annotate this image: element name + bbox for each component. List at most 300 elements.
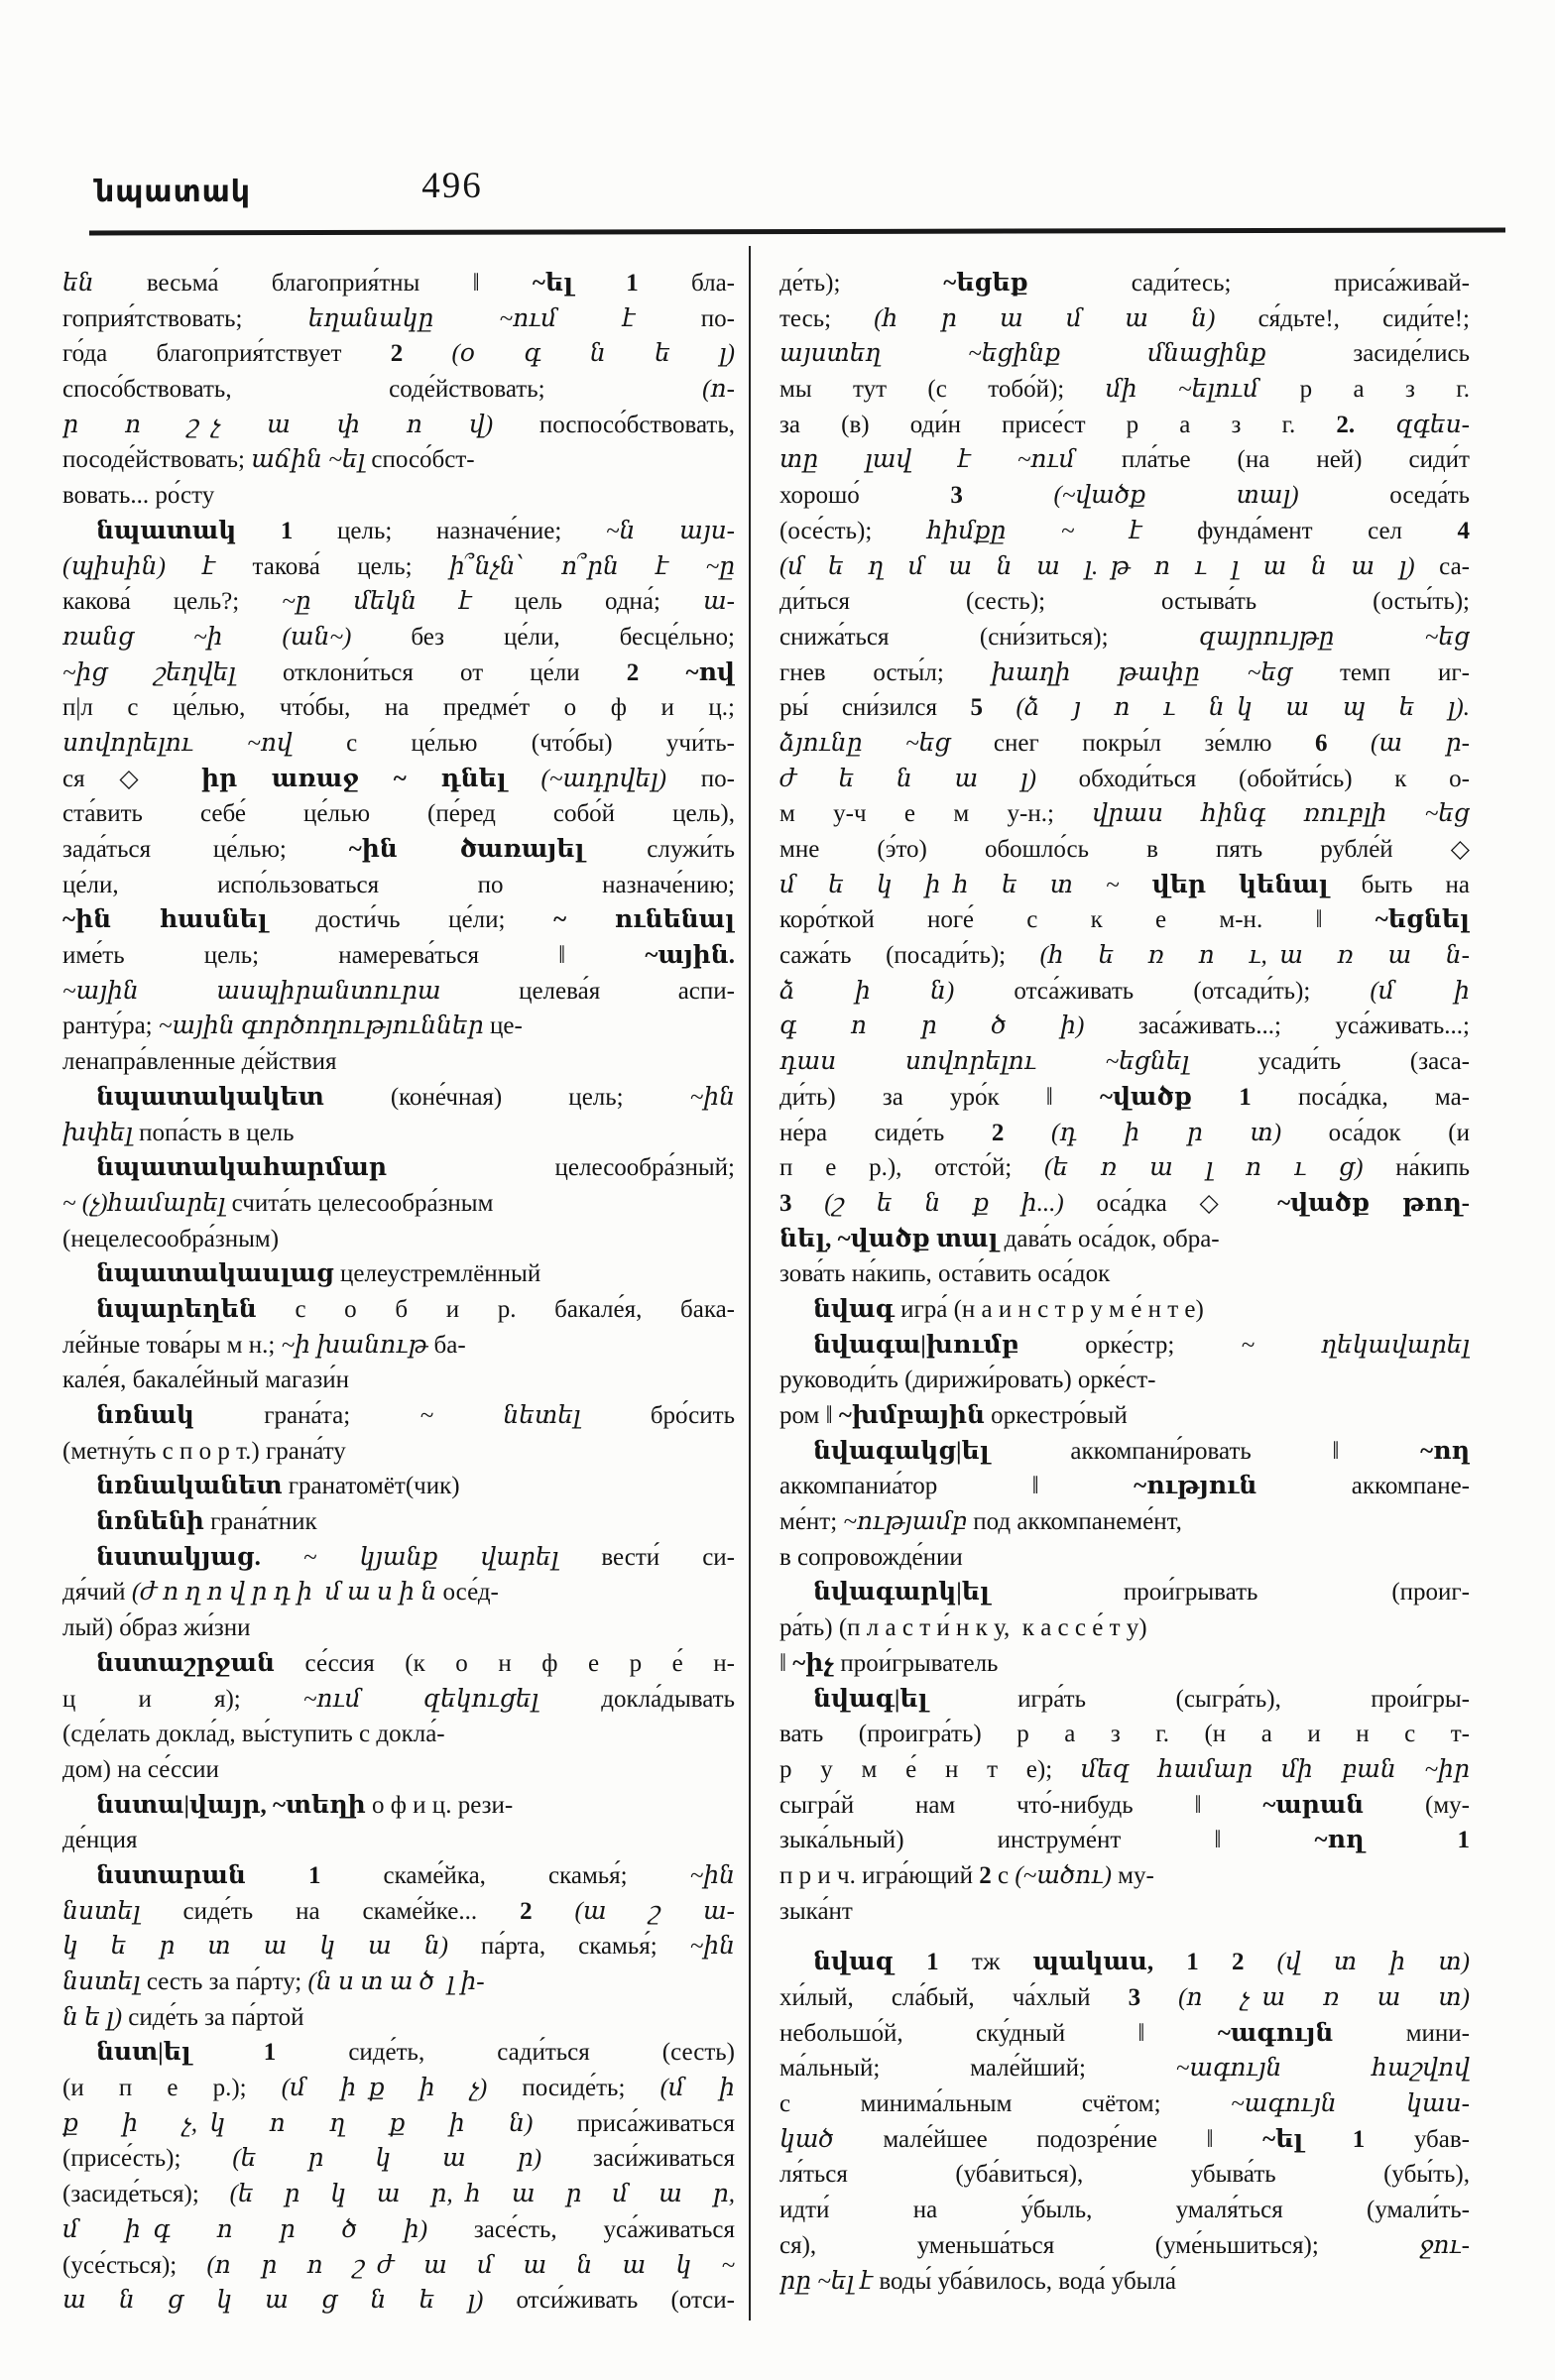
text-line — [62, 726, 735, 762]
russian-text: сесть за па́рту; — [140, 1968, 308, 1995]
text-line — [62, 796, 735, 832]
text-line — [779, 1858, 1470, 1894]
text-line — [779, 620, 1470, 655]
text-line — [779, 1363, 1470, 1398]
text-line — [62, 1682, 735, 1718]
text-line — [779, 2228, 1470, 2264]
armenian-example-text: կած — [779, 2125, 834, 2153]
russian-text: аккомпане- — [1351, 1473, 1470, 1500]
headword-text: նվագ|ել — [813, 1685, 1018, 1713]
armenian-example-text: (հ ր ա մ ա ն) — [874, 304, 1216, 332]
russian-text: па́рта, скамья́; — [447, 1933, 690, 1961]
text-line — [62, 1823, 735, 1858]
text-line — [779, 974, 1470, 1010]
russian-text: вовать... ро́сту — [62, 482, 215, 510]
armenian-example-text: զայրույթը ~եց — [1198, 623, 1470, 651]
armenian-example-text: ն ե լ) — [62, 2003, 123, 2031]
armenian-example-text: (մ ի ք ի չ) — [281, 2075, 488, 2102]
armenian-example-text: (ո ր ո շ ժ ա մ ա ն ա կ ~ — [206, 2251, 735, 2279]
armenian-example-text: (~վածք տալ) — [1053, 482, 1299, 510]
text-line — [779, 1752, 1470, 1788]
armenian-example-text: ~ ղեկավարել — [1241, 1331, 1470, 1359]
text-line — [779, 1044, 1470, 1080]
russian-text: грана́тник — [210, 1508, 317, 1536]
armenian-example-text: ~ային գործողություններ — [158, 1012, 484, 1040]
russian-text: тесь; — [779, 304, 875, 332]
armenian-example-text: (շ ե ն ք ի...) — [824, 1189, 1064, 1217]
russian-text: снижа́ться (сни́зиться); — [779, 623, 1199, 651]
russian-text: гоприя́тствовать; — [62, 304, 308, 332]
text-line — [62, 1540, 735, 1576]
text-line — [62, 938, 735, 974]
headword-text: 2 ~ով — [626, 658, 735, 686]
armenian-example-text: մի ~ելում — [1105, 376, 1259, 404]
headword-text: ~ել 1 — [532, 270, 639, 297]
text-line — [779, 2016, 1470, 2052]
armenian-example-text: ~ նետել — [419, 1402, 581, 1429]
russian-text: гранатомёт(чик) — [288, 1473, 460, 1500]
russian-text: р а з г. — [1258, 376, 1470, 404]
armenian-example-text: (ժ ո ղ ո վ ր դ ի մ ա ս ի ն — [131, 1579, 437, 1606]
text-line — [62, 1788, 735, 1824]
text-line — [779, 2264, 1470, 2300]
headword-text: ~եցնել — [1375, 906, 1470, 934]
russian-text: прои́грывать (проиг- — [1123, 1579, 1470, 1606]
text-line — [779, 655, 1470, 691]
text-line — [62, 2248, 735, 2284]
right-column — [779, 266, 1470, 2299]
text-line — [62, 1150, 735, 1186]
russian-text: ранту́ра; — [62, 1012, 159, 1040]
russian-text: сажа́ть (посади́ть); — [779, 942, 1040, 970]
headword-text: վեր կենալ — [1151, 871, 1362, 898]
russian-text: целеустремлённый — [340, 1260, 541, 1288]
russian-text: вать (проигра́ть) р а з г. (н а и н с т- — [779, 1721, 1470, 1748]
russian-text: засе́сть, уса́живаться — [427, 2215, 735, 2243]
russian-text: ди́ть) за уро́к ‖ — [779, 1083, 1100, 1111]
russian-text: (осе́сть); — [779, 517, 927, 544]
armenian-example-text: վրաս հինգ ռուբլի ~եց — [1092, 800, 1470, 828]
text-line — [62, 974, 735, 1010]
text-line — [779, 1823, 1470, 1858]
text-line — [779, 1009, 1470, 1044]
headword-text: ~ագույն — [1217, 2019, 1406, 2047]
headword-text: նվագա|խումբ — [813, 1331, 1086, 1359]
russian-text: под аккомпанеме́нт, — [967, 1508, 1182, 1536]
russian-text: с це́лью (что́бы) учи́ть- — [292, 729, 735, 757]
text-line — [62, 408, 735, 443]
russian-text: (сде́лать докла́д, вы́ступить с докла́- — [62, 1721, 445, 1748]
russian-text: отса́живать (отсади́ть); — [954, 977, 1371, 1005]
russian-text: ся ◇ — [62, 765, 201, 792]
text-line — [62, 2071, 735, 2106]
russian-text: са- — [1414, 552, 1470, 580]
text-line — [779, 478, 1470, 514]
russian-text: сыгра́й нам что́-нибудь ‖ — [779, 1791, 1263, 1819]
russian-text: ся́дьте!, сиди́те!; — [1215, 304, 1470, 332]
headword-text: ~եցեք — [943, 270, 1132, 297]
headword-text: նռնենի — [96, 1508, 211, 1536]
russian-text: осе́д- — [436, 1579, 499, 1606]
armenian-example-text: (օ գ ն ե լ) — [403, 340, 735, 368]
text-line — [779, 301, 1470, 337]
armenian-example-text: նստել — [62, 1968, 141, 1995]
armenian-example-text: (ձ յ ո ւ ն կ ա պ ե լ). — [1016, 694, 1470, 722]
text-line — [62, 2000, 735, 2036]
text-line — [779, 1328, 1470, 1364]
armenian-example-text: (ն ս տ ա ծ լ ի- — [307, 1968, 485, 1995]
armenian-example-text: նստել — [62, 1897, 141, 1925]
armenian-example-text: ~ում զեկուցել — [302, 1685, 539, 1713]
armenian-example-text: (հ ե ռ ո ւ, ա ռ ա ն- — [1039, 942, 1470, 970]
headword-text: նռնականետ — [96, 1473, 289, 1500]
russian-text: це́ли, испо́льзоваться по назначе́нию; — [62, 871, 735, 898]
running-headword: նպատակ — [95, 175, 252, 209]
text-line — [62, 1398, 735, 1434]
text-line — [62, 1044, 735, 1080]
russian-text: зыка́льный) инструме́нт ‖ — [779, 1827, 1315, 1854]
russian-text: о ф и ц. рези- — [371, 1791, 514, 1819]
armenian-example-text: (~ածու) — [1015, 1861, 1112, 1889]
russian-text: (му- — [1425, 1791, 1470, 1819]
russian-text: мале́йшее подозре́ние ‖ — [833, 2125, 1263, 2153]
text-line — [779, 1434, 1470, 1470]
text-line — [62, 2035, 735, 2071]
armenian-example-text: ~ն այս- — [606, 517, 735, 544]
text-line — [779, 1894, 1470, 1930]
russian-text: ‖ — [779, 1649, 793, 1677]
text-line — [779, 514, 1470, 549]
text-line — [62, 1964, 735, 2000]
armenian-example-text: ձյունը ~եց — [779, 729, 951, 757]
text-line — [779, 1150, 1470, 1186]
text-line — [62, 1434, 735, 1470]
text-line — [62, 442, 735, 478]
russian-text: дом) на се́ссии — [62, 1755, 219, 1783]
russian-text: (и п е р.); — [62, 2075, 282, 2102]
russian-text: оса́дка ◇ — [1063, 1189, 1278, 1217]
armenian-example-text: աճին ~ել — [251, 446, 366, 474]
armenian-example-text: ~ին — [689, 1861, 735, 1889]
text-line — [779, 442, 1470, 478]
armenian-example-text: խաղի թափը ~եց — [991, 658, 1293, 686]
text-line — [62, 1116, 735, 1151]
headword-text: ~վածք 1 — [1099, 1083, 1298, 1111]
russian-text: п р и ч. игра́ющий — [779, 1861, 980, 1889]
russian-text: (засиде́ться); — [62, 2181, 230, 2208]
russian-text: идти́ на у́быль, умаля́ться (умали́ть- — [779, 2197, 1470, 2224]
russian-text: зада́ться це́лью; — [62, 836, 349, 863]
armenian-example-text: ջու- — [1419, 2231, 1470, 2259]
headword-text: նվագակց|ել — [813, 1437, 1071, 1465]
headword-text: նստ|ել 1 — [96, 2039, 349, 2067]
armenian-example-text: (պիսին) է — [62, 552, 216, 580]
text-line — [62, 549, 735, 585]
text-line — [779, 1646, 1470, 1682]
armenian-example-text: ~ի խանութ — [281, 1331, 428, 1359]
russian-text: какова́ цель?; — [62, 588, 283, 616]
headword-text: 2 — [979, 1861, 998, 1889]
russian-text: на́кипь — [1363, 1154, 1470, 1182]
russian-text: р у м е́ н т е); — [779, 1755, 1081, 1783]
text-line — [779, 902, 1470, 938]
russian-text: ры́ сни́зился — [779, 694, 971, 722]
armenian-example-text: ~ագույն կաս- — [1231, 2090, 1470, 2118]
russian-text: целесообра́зный; — [554, 1154, 735, 1182]
text-line — [779, 2086, 1470, 2122]
headword-text: 2 — [520, 1897, 533, 1925]
armenian-example-text: (~ադրվել) — [540, 765, 666, 792]
headword-text: նել, ~վածք տալ — [779, 1225, 1005, 1252]
armenian-example-text: խփել — [62, 1119, 133, 1146]
text-line — [62, 1646, 735, 1682]
text-line — [779, 1292, 1470, 1328]
russian-text: снег покры́л зе́млю — [950, 729, 1315, 757]
text-line — [779, 584, 1470, 620]
russian-text: цель одна́; — [471, 588, 703, 616]
text-line — [62, 1469, 735, 1504]
text-line — [62, 1504, 735, 1540]
russian-text: ста́вить себе́ це́лью (пе́ред собо́й цель), — [62, 800, 735, 828]
text-line — [779, 1398, 1470, 1434]
russian-text: весьма́ благоприя́тны ‖ — [146, 270, 533, 297]
russian-text: оседа́ть — [1298, 482, 1470, 510]
text-line — [62, 1363, 735, 1398]
russian-text: се́ссия (к о н ф е р е́ н- — [304, 1649, 735, 1677]
armenian-example-text: մ ի գ ո ր ծ ի) — [62, 2215, 428, 2243]
text-line — [62, 1328, 735, 1364]
text-line — [62, 1186, 735, 1222]
russian-text: темп иг- — [1292, 658, 1470, 686]
text-line — [62, 1894, 735, 1930]
russian-text: (нецелесообра́зным) — [62, 1225, 280, 1252]
text-line — [62, 1717, 735, 1752]
russian-text: с — [998, 1861, 1016, 1889]
text-line — [779, 2051, 1470, 2086]
armenian-example-text: ~ը մեկն է — [282, 588, 472, 616]
russian-text: по- — [635, 304, 735, 332]
russian-text: орке́стр; — [1085, 1331, 1242, 1359]
text-line — [62, 762, 735, 797]
armenian-example-text: ~ին — [689, 1083, 735, 1111]
russian-text: скаме́йка, скамья́; — [383, 1861, 690, 1889]
armenian-example-text: (ո չ ա ռ ա տ) — [1178, 1984, 1470, 2011]
russian-text: аккомпани́ровать ‖ — [1070, 1437, 1421, 1465]
armenian-example-text: դաս սովորելու ~եցնել — [779, 1048, 1190, 1076]
left-column — [62, 266, 735, 2319]
russian-text: кале́я, бакале́йный магази́н — [62, 1367, 350, 1394]
headword-text: նվազ 1 — [813, 1949, 972, 1976]
text-line — [62, 2141, 735, 2177]
text-line — [62, 902, 735, 938]
headword-text: ~ություն — [1134, 1473, 1352, 1500]
text-line — [779, 549, 1470, 585]
russian-text: (коне́чная) цель; — [390, 1083, 690, 1111]
armenian-example-text: (մ ի — [1370, 977, 1470, 1005]
russian-text: го́да благоприя́тствует — [62, 340, 391, 368]
headword-text: ~ին ծառայել — [348, 836, 648, 863]
headword-text: նպատակասլաց — [96, 1260, 341, 1288]
text-line — [779, 868, 1470, 903]
russian-text: небольшо́й, ску́дный ‖ — [779, 2019, 1218, 2047]
russian-text: игра́ (н а и н с т р у м е́ н т е) — [900, 1295, 1204, 1323]
russian-text: бро́сить — [580, 1402, 735, 1429]
text-line — [779, 1116, 1470, 1151]
russian-text: вести́ си- — [558, 1543, 735, 1571]
armenian-example-text: ~ից շեղվել — [62, 658, 236, 686]
russian-text: сиде́ть, сади́ться (сесть) — [348, 2039, 735, 2067]
russian-text: отси́живать (отси- — [483, 2287, 735, 2315]
russian-text: хи́лый, сла́бый, ча́хлый — [779, 1984, 1129, 2011]
russian-text: с о б и р. бакале́я, бака- — [295, 1295, 735, 1323]
text-line — [62, 514, 735, 549]
armenian-example-text: (ո- — [702, 376, 735, 404]
text-line — [62, 478, 735, 514]
russian-text: лый) о́браз жи́зни — [62, 1614, 251, 1642]
text-line — [62, 1222, 735, 1257]
russian-text: му- — [1111, 1861, 1154, 1889]
armenian-example-text: ~ (չ)համարել — [62, 1189, 226, 1217]
text-line — [62, 620, 735, 655]
russian-text: без це́ли, бесце́льно; — [351, 623, 735, 651]
text-line — [779, 1788, 1470, 1824]
text-line — [779, 1186, 1470, 1222]
headword-text: նստարան 1 — [96, 1861, 384, 1889]
text-line — [62, 1929, 735, 1964]
text-line — [779, 1469, 1470, 1504]
headword-text: նպատակ 1 — [96, 517, 338, 544]
text-line — [62, 301, 735, 337]
armenian-example-text: (ա շ ա- — [532, 1897, 735, 1925]
text-line — [62, 1752, 735, 1788]
text-line — [779, 1682, 1470, 1718]
russian-text: в сопровожде́нии — [779, 1543, 963, 1571]
headword-text: նվագ — [813, 1295, 901, 1323]
armenian-example-text: (դ ի ր տ) — [1051, 1119, 1282, 1146]
armenian-example-text: տը լավ է ~ում — [779, 446, 1075, 474]
text-line — [779, 266, 1470, 301]
armenian-example-text: հիմքը ~ է — [926, 517, 1142, 544]
text-line — [779, 726, 1470, 762]
russian-text: ц и я); — [62, 1685, 303, 1713]
russian-text: воды́ уба́вилось, вода́ убыла́ — [873, 2267, 1177, 2295]
text-line — [779, 1540, 1470, 1576]
russian-text: бла- — [638, 270, 735, 297]
russian-text: спосо́бст- — [365, 446, 475, 474]
russian-text: дава́ть оса́док, обра- — [1004, 1225, 1220, 1252]
russian-text: руководи́ть (дирижи́ровать) орке́ст- — [779, 1367, 1156, 1394]
armenian-example-text: րը ~ել է — [779, 2267, 874, 2295]
russian-text: оркестро́вый — [991, 1402, 1128, 1429]
headword-text: ~իչ — [792, 1649, 841, 1677]
russian-text: прои́грыватель — [840, 1649, 999, 1677]
russian-text: приса́живаться — [533, 2109, 735, 2137]
header-rule — [89, 228, 1505, 236]
text-line — [779, 1945, 1470, 1980]
page-number: 496 — [421, 166, 483, 206]
russian-text: спосо́бствовать, соде́йствовать; — [62, 376, 703, 404]
armenian-example-text: ~ին — [689, 1933, 735, 1961]
text-line — [62, 1256, 735, 1292]
russian-text: грана́та; — [264, 1402, 420, 1429]
text-line — [62, 372, 735, 408]
text-line — [779, 796, 1470, 832]
russian-text: де́ть); — [779, 270, 944, 297]
armenian-example-text: մ ե կ ի հ ե տ ~ — [779, 871, 1152, 898]
russian-text: с минима́льным счётом; — [779, 2090, 1232, 2118]
russian-text: дости́чь це́ли; — [315, 906, 554, 934]
russian-text: заси́живаться — [541, 2145, 735, 2173]
text-line — [779, 762, 1470, 797]
russian-text: де́нция — [62, 1827, 138, 1854]
text-line — [62, 655, 735, 691]
text-line — [779, 1610, 1470, 1646]
headword-text: ~ել 1 — [1262, 2125, 1414, 2153]
text-line — [62, 1575, 735, 1610]
russian-text: це- — [483, 1012, 523, 1040]
russian-text: такова́ цель; — [215, 552, 450, 580]
russian-text: целева́я аспи- — [440, 977, 735, 1005]
armenian-example-text: ~ային ասպիրանտուրա — [62, 977, 441, 1005]
russian-text: ба- — [427, 1331, 466, 1359]
text-line — [779, 2157, 1470, 2193]
russian-text: гнев осты́л; — [779, 658, 992, 686]
russian-text: цель; назначе́ние; — [337, 517, 607, 544]
armenian-example-text: այստեղ ~եցինք մնացինք — [779, 340, 1266, 368]
russian-text: посоде́йствовать; — [62, 446, 252, 474]
headword-text: ~ ունենալ — [553, 906, 735, 934]
armenian-example-text: ~ագույն հաշվով — [1175, 2055, 1470, 2082]
russian-text: ром ‖ — [779, 1402, 839, 1429]
russian-text: оса́док (и — [1281, 1119, 1470, 1146]
russian-text: хорошо́ — [779, 482, 951, 510]
russian-text: ме́нт; — [779, 1508, 844, 1536]
text-line — [779, 1980, 1470, 2016]
headword-text: 5 — [970, 694, 1017, 722]
russian-text: счита́ть целесообра́зным — [225, 1189, 494, 1217]
headword-text: ~խմբային — [838, 1402, 992, 1429]
armenian-example-text: ք ի չ, կ ո ղ ք ի ն) — [62, 2109, 534, 2137]
armenian-example-text: ա- — [702, 588, 735, 616]
armenian-example-text: ի՞նչն՝ ո՞րն է ~ը — [449, 552, 735, 580]
text-line — [62, 1610, 735, 1646]
russian-text: ле́йные това́ры м н.; — [62, 1331, 282, 1359]
russian-text: служи́ть — [647, 836, 735, 863]
russian-text: поспосо́бствовать, — [493, 411, 735, 438]
russian-text: посиде́ть; — [487, 2075, 660, 2102]
headword-text: 6 — [1315, 729, 1372, 757]
russian-text: фунда́мент сел — [1141, 517, 1458, 544]
armenian-example-text: ~ությամբ — [843, 1508, 968, 1536]
russian-text: ля́ться (уба́виться), убыва́ть (убы́ть), — [779, 2161, 1470, 2189]
text-line — [62, 584, 735, 620]
russian-text: име́ть цель; намерева́ться ‖ — [62, 942, 646, 970]
armenian-example-text: ժ ե ն ա լ) — [779, 765, 1036, 792]
russian-text: сади́тесь; приса́живай- — [1131, 270, 1470, 297]
text-line — [779, 408, 1470, 443]
text-line — [62, 1080, 735, 1116]
text-line — [779, 2193, 1470, 2228]
headword-text: նստաշրջան — [96, 1649, 305, 1677]
text-line — [62, 266, 735, 301]
armenian-example-text: ր ո շ չ ա փ ո վ) — [62, 411, 494, 438]
column-divider — [749, 246, 751, 2320]
headword-text: 3 — [1128, 1984, 1179, 2011]
headword-text: նպատակահարմար — [96, 1154, 555, 1182]
headword-text: ~ային. — [645, 942, 735, 970]
text-line — [62, 2212, 735, 2248]
headword-text: նվագարկ|ել — [813, 1579, 1124, 1606]
